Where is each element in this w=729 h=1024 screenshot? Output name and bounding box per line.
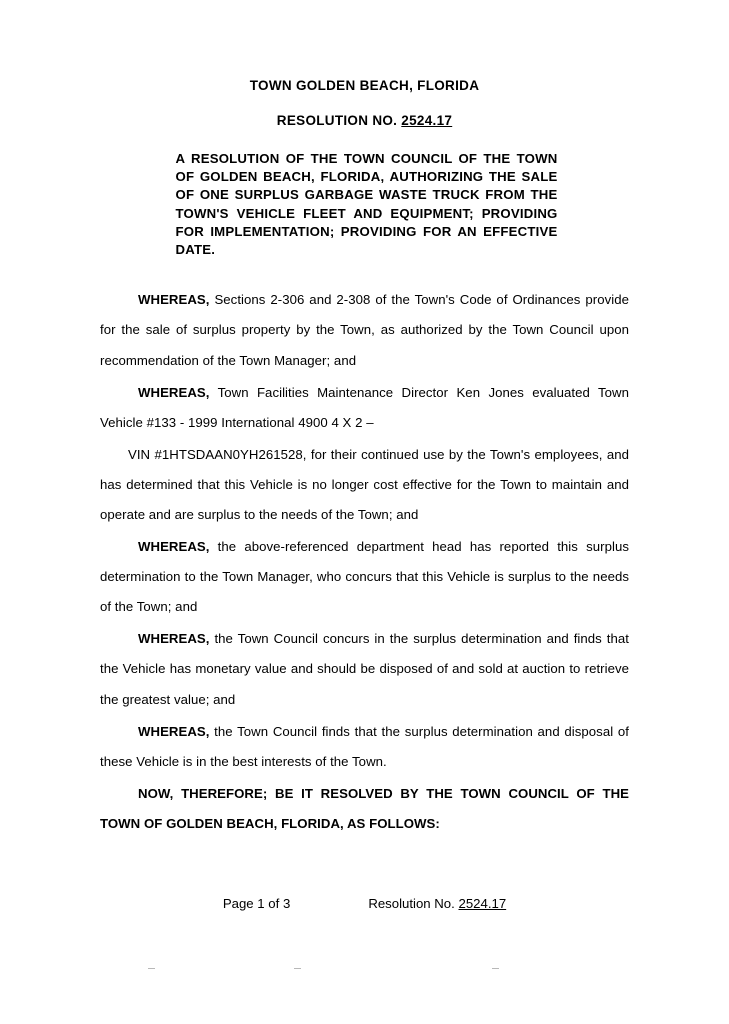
footer-resolution-label: Resolution No.: [368, 896, 459, 911]
paragraph-1-text: Sections 2-306 and 2-308 of the Town's Code of Ordinances provide for the sale of surplus property by the Town, as authorized by the Town Council upon recommendation of the Town Manager; and: [100, 292, 629, 368]
preamble-text: A RESOLUTION OF THE TOWN COUNCIL OF THE TOWN OF GOLDEN BEACH, FLORIDA, AUTHORIZING THE SALE OF ONE SURPLUS GARBAGE WASTE TRUCK FROM THE TOWN'S VEHICLE FLEET AND EQUIPMENT; PROVIDING FOR IMPLEMENTATION; PROVIDING FOR AN EFFECTIVE DATE.: [175, 151, 558, 258]
paragraph-6-text: the Town Council finds that the surplus determination and disposal of these Vehicle is in the best interests of the Town.: [100, 723, 629, 769]
paragraph-6: [100, 717, 629, 777]
paragraph-5-text: the Town Council concurs in the surplus determination and finds that the Vehicle has monetary value and should be disposed of and sold at auction to retrieve the greatest value; and: [100, 631, 629, 707]
resolution-number: 2524.17: [401, 113, 453, 128]
paragraph-5: [100, 624, 629, 714]
scan-edge-marks: [0, 968, 729, 974]
footer-resolution: [368, 896, 506, 911]
paragraph-4: [100, 532, 629, 622]
paragraph-3-text: VIN #1HTSDAAN0YH261528, for their continued use by the Town's employees, and has determined that this Vehicle is no longer cost effective for the Town to maintain and operate and are surplus to the needs of the Town; and: [100, 446, 629, 522]
title-block: [100, 78, 629, 128]
paragraph-2-text: Town Facilities Maintenance Director Ken Jones evaluated Town Vehicle #133 - 1999 International 4900 4 X 2 –: [100, 384, 629, 430]
paragraph-3: [100, 440, 629, 530]
footer-page-number: Page 1 of 3: [222, 896, 291, 911]
resolution-label: RESOLUTION NO.: [276, 113, 402, 128]
paragraph-4-text: the above-referenced department head has reported this surplus determination to the Town Manager, who concurs that this Vehicle is surplus to the needs of the Town; and: [100, 539, 629, 615]
paragraph-6-lead: WHEREAS,: [138, 723, 210, 739]
paragraph-5-lead: WHEREAS,: [138, 631, 210, 647]
page-footer: [100, 896, 629, 911]
footer-resolution-number: 2524.17: [458, 896, 507, 911]
paragraph-7-lead: NOW, THEREFORE; BE IT RESOLVED BY THE TOWN COUNCIL OF THE TOWN OF GOLDEN BEACH, FLORIDA, AS FOLLOWS:: [100, 785, 629, 831]
page-title: TOWN GOLDEN BEACH, FLORIDA: [249, 78, 480, 93]
paragraph-4-lead: WHEREAS,: [138, 539, 210, 555]
paragraph-2-lead: WHEREAS,: [138, 384, 210, 400]
paragraph-1: [100, 285, 629, 375]
paragraph-7: [100, 779, 629, 839]
paragraph-2: [100, 378, 629, 438]
paragraph-1-lead: WHEREAS,: [138, 292, 210, 308]
resolution-heading: [100, 113, 629, 128]
